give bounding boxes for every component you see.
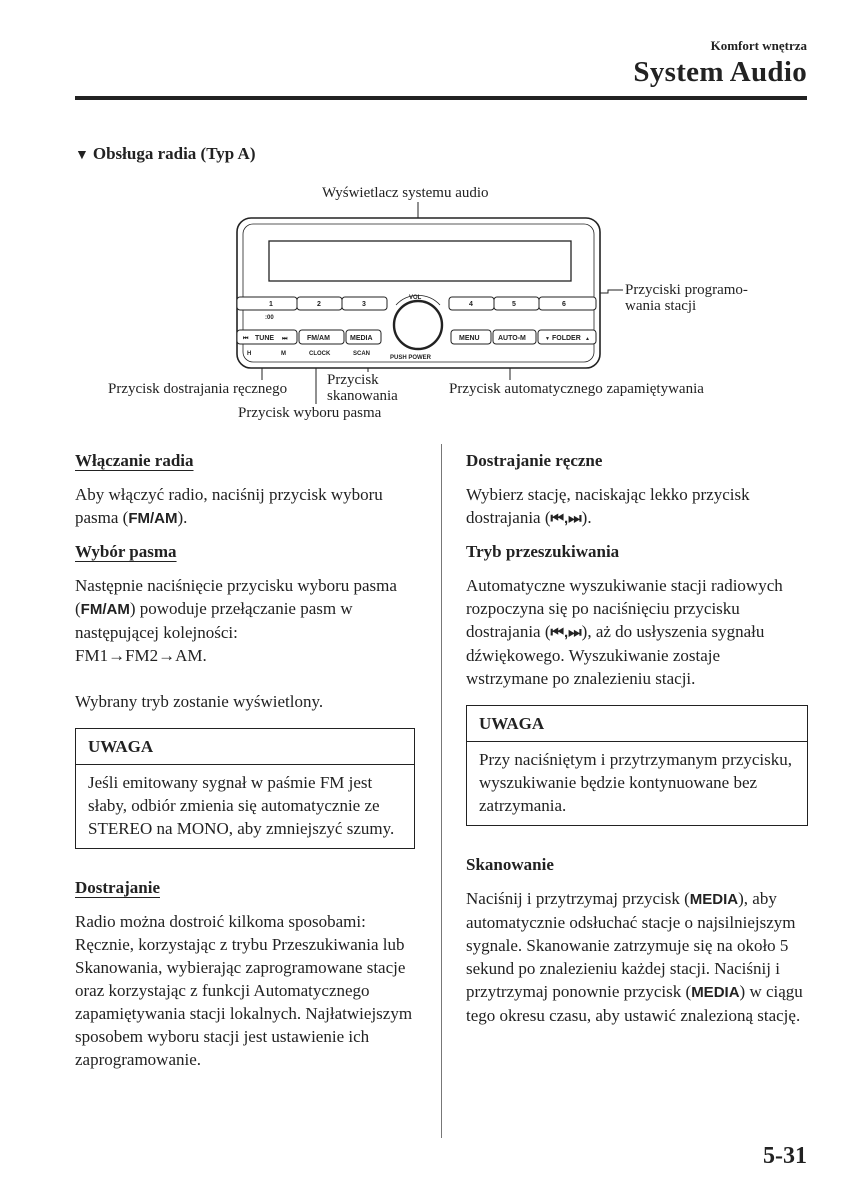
- button-sub-00: :00: [265, 315, 274, 321]
- label-band: Przycisk wyboru pasma: [238, 405, 382, 421]
- label-scan-1: Przycisk: [327, 372, 379, 388]
- media-symbol: MEDIA: [689, 891, 739, 908]
- page-number: 5-31: [763, 1143, 807, 1169]
- note-box-seek: [466, 705, 808, 826]
- push-power-label: PUSH POWER: [390, 355, 432, 361]
- note-text: Jeśli emitowany sygnał w paśmie FM jest słaby, odbiór zmienia się automatycznie ze STEREO na MONO, aby zmniejszyć szumy.: [88, 773, 395, 838]
- fmam-button[interactable]: FM/AM: [307, 335, 330, 342]
- autom-button[interactable]: AUTO-M: [498, 335, 526, 342]
- button-sub-m: M: [281, 351, 286, 357]
- page-title: System Audio: [633, 56, 807, 88]
- label-preset-1: Przyciski programo-: [625, 282, 748, 298]
- menu-button[interactable]: MENU: [459, 335, 480, 342]
- left-column: [75, 449, 415, 1071]
- seek-symbol: ⏮,⏭: [550, 510, 582, 527]
- media-symbol: MEDIA: [691, 984, 740, 1001]
- label-scan-2: skanowania: [327, 388, 398, 404]
- folder-button[interactable]: FOLDER: [552, 335, 581, 342]
- button-sub-clock: CLOCK: [309, 351, 331, 357]
- preset-6-button[interactable]: 6: [562, 301, 566, 308]
- para-radio-on: Aby włączyć radio, naciśnij przycisk wyboru pasma (FM/AM).: [75, 485, 383, 527]
- button-sub-scan: SCAN: [353, 351, 371, 357]
- fmam-symbol: FM/AM: [80, 601, 130, 618]
- folder-down-icon: ▼: [545, 336, 550, 342]
- heading-band: Wybór pasma: [75, 542, 177, 561]
- note-box-fm: [75, 728, 415, 849]
- note-text: Przy naciśniętym i przytrzymanym przycisku, wyszukiwanie będzie kontynuowane bez zatrzymania.: [479, 750, 792, 815]
- triangle-down-icon: ▼: [75, 148, 89, 163]
- para-band-display: Wybrany tryb zostanie wyświetlony.: [75, 692, 324, 711]
- para-tuning: Radio można dostroić kilkoma sposobami: Ręcznie, korzystając z trybu Przeszukiwania lub Skanowania, wybierając zaprogramowane stacje oraz korzystając z funkcji Automatycznego zapamiętywania stacji lokalnych. Najłatwiejszym sposobem wyboru stacji jest ustawienie ich zaprogramowanie.: [75, 912, 413, 1069]
- para-seek: Automatyczne wyszukiwanie stacji radiowych rozpoczyna się po naciśnięciu przycisku dostrajania (⏮,⏭), aż do usłyszenia sygnału dźwiękowego. Wyszukiwanie zostaje wstrzymane po znalezieniu stacji.: [466, 576, 783, 688]
- tune-button[interactable]: TUNE: [255, 335, 275, 342]
- para-band: Następnie naciśnięcie przycisku wyboru pasma (FM/AM) powoduje przełączanie pasm w następującej kolejności: FM1→FM2→AM.: [75, 576, 397, 665]
- chapter-subtitle: Komfort wnętrza: [710, 38, 807, 53]
- heading-scan: Skanowanie: [466, 855, 554, 874]
- vol-label: VOL: [409, 295, 422, 301]
- para-scan: Naciśnij i przytrzymaj przycisk (MEDIA), aby automatycznie odsłuchać stacje o najsilniejszym sygnale. Skanowanie zatrzymuje się na około 5 sekund po znalezieniu każdej stacji. Naciśnij i przytrzymaj ponownie przycisk (MEDIA) w ciągu tego okresu czasu, aby ustawić znalezioną stację.: [466, 889, 803, 1025]
- note-title: UWAGA: [76, 729, 414, 765]
- preset-2-button[interactable]: 2: [317, 301, 321, 308]
- heading-manual-tuning: Dostrajanie ręczne: [466, 451, 603, 470]
- para-manual-tuning: Wybierz stację, naciskając lekko przycisk dostrajania (⏮,⏭).: [466, 485, 750, 527]
- right-column: [466, 449, 806, 1027]
- seek-symbol: ⏮,⏭: [550, 624, 582, 641]
- label-display: Wyświetlacz systemu audio: [322, 185, 489, 201]
- fmam-symbol: FM/AM: [128, 510, 178, 527]
- heading-seek: Tryb przeszukiwania: [466, 542, 620, 561]
- preset-5-button[interactable]: 5: [512, 301, 516, 308]
- preset-4-button[interactable]: 4: [469, 301, 473, 308]
- button-sub-h: H: [247, 351, 252, 357]
- heading-tuning: Dostrajanie: [75, 878, 160, 897]
- preset-1-button[interactable]: 1: [269, 301, 273, 308]
- radio-button-labels: [0, 0, 847, 440]
- preset-3-button[interactable]: 3: [362, 301, 366, 308]
- folder-up-icon: ▲: [585, 336, 590, 342]
- heading-radio-on: Włączanie radia: [75, 451, 194, 470]
- media-button[interactable]: MEDIA: [350, 335, 373, 342]
- label-preset-2: wania stacji: [625, 298, 697, 314]
- column-divider: [441, 444, 442, 1138]
- label-auto: Przycisk automatycznego zapamiętywania: [449, 381, 704, 397]
- next-track-icon: ⏭: [282, 336, 288, 342]
- prev-track-icon: ⏮: [243, 336, 249, 342]
- section-title-text: Obsługa radia (Typ A): [92, 144, 256, 163]
- label-tune: Przycisk dostrajania ręcznego: [108, 381, 288, 397]
- note-title: UWAGA: [467, 706, 807, 742]
